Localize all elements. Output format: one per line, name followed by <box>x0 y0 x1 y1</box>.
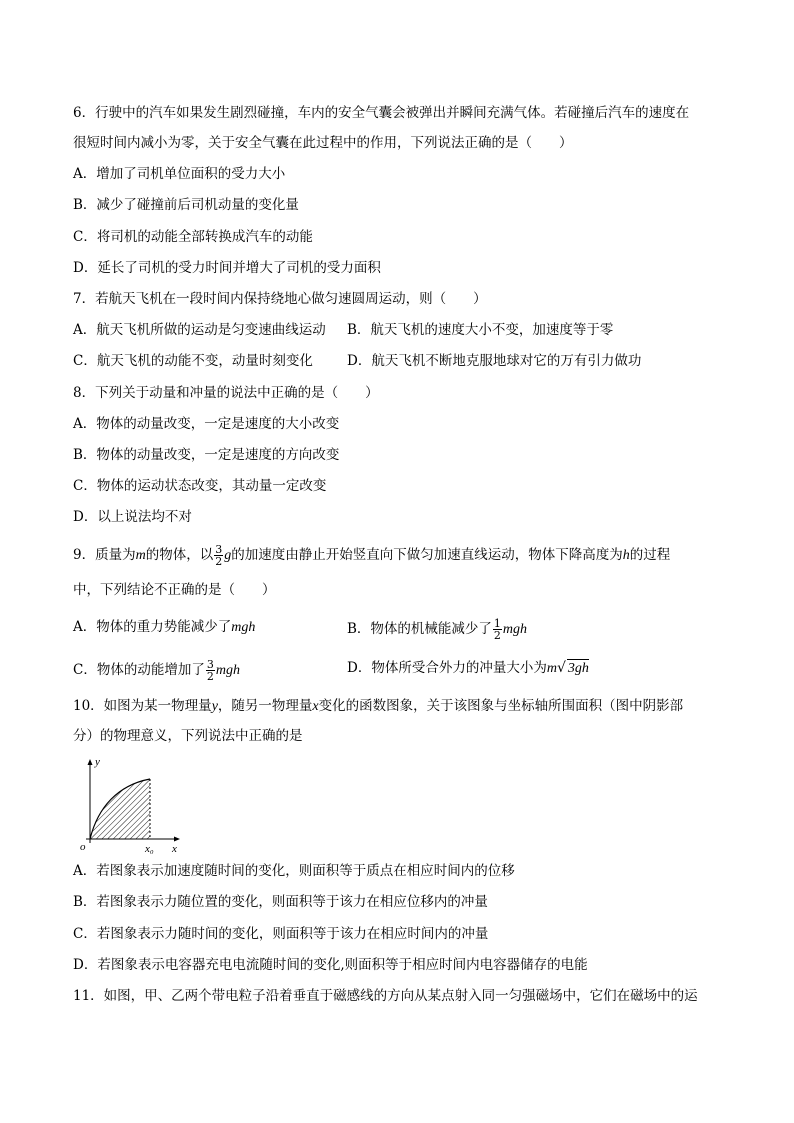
q9-option-b-den: 2 <box>493 629 501 642</box>
q10-graph-x-label: x <box>172 843 177 855</box>
q10-y-arrow-icon <box>88 759 93 765</box>
q8-option-b: B．物体的动量改变，一定是速度的方向改变 <box>73 447 340 463</box>
q10-graph-origin-label: o <box>80 841 86 853</box>
q6-stem-line2: 很短时间内减小为零，关于安全气囊在此过程中的作用，下列说法正确的是（ ） <box>73 135 573 151</box>
q10-stem-line2: 分）的物理意义，下列说法中正确的是 <box>73 728 303 744</box>
q8-option-d: D．以上说法均不对 <box>73 509 192 525</box>
q9-option-a-expr: mgh <box>231 620 256 635</box>
q9-option-b-expr: mgh <box>502 622 528 637</box>
q8-stem: 8．下列关于动量和冲量的说法中正确的是（ ） <box>73 385 379 401</box>
q10-option-d: D．若图象表示电容器充电电流随时间的变化,则面积等于相应时间内电容器储存的电能 <box>73 957 588 973</box>
q11-stem-line1: 11．如图，甲、乙两个带电粒子沿着垂直于磁感线的方向从某点射入同一匀强磁场中，它们在磁场中的运 <box>73 988 698 1004</box>
q6-stem-line1: 6．行驶中的汽车如果发生剧烈碰撞，车内的安全气囊会被弹出并瞬间充满气体。若碰撞后汽车的速度在 <box>73 105 690 121</box>
q10-var-y: y <box>211 699 218 714</box>
q8-option-a: A．物体的动量改变，一定是速度的大小改变 <box>73 416 340 432</box>
q9-option-a-text: A．物体的重力势能减少了 <box>73 619 232 635</box>
q9-var-g: g <box>224 548 232 563</box>
q10-option-a: A．若图象表示加速度随时间的变化，则面积等于质点在相应时间内的位移 <box>73 863 515 879</box>
q9-frac-den: 2 <box>215 555 223 568</box>
q9-frac-num: 3 <box>215 543 223 556</box>
q9-option-c-text: C．物体的动能增加了 <box>73 662 205 678</box>
q10-graph <box>78 755 188 855</box>
q9-stem-line1 <box>73 544 670 567</box>
q10-option-c: C．若图象表示力随时间的变化，则面积等于该力在相应时间内的冲量 <box>73 926 489 942</box>
q9-fraction <box>214 544 223 567</box>
q9-var-m: m <box>135 548 146 563</box>
q10-shaded-area <box>90 779 150 839</box>
q9-stem-line2: 中，下列结论不正确的是（ ） <box>73 582 276 598</box>
q7-stem: 7．若航天飞机在一段时间内保持绕地心做匀速圆周运动，则（ ） <box>73 291 487 307</box>
q6-option-a: A．增加了司机单位面积的受力大小 <box>73 166 286 182</box>
q7-option-a: A．航天飞机所做的运动是匀变速曲线运动 <box>73 322 326 338</box>
q9-stem-c: 的加速度由静止开始竖直向下做匀加速直线运动，物体下降高度为 <box>231 547 623 563</box>
q10-graph-y-label: y <box>95 756 100 768</box>
q9-option-c-num: 3 <box>206 658 214 671</box>
q9-stem-d: 的过程 <box>629 547 671 563</box>
q9-option-b-num: 1 <box>493 617 501 630</box>
q9-option-a <box>73 618 255 637</box>
q9-option-d-text: D．物体所受合外力的冲量大小为 <box>347 660 547 676</box>
q6-option-c: C．将司机的动能全部转换成汽车的动能 <box>73 229 313 245</box>
q6-option-d: D．延长了司机的受力时间并增大了司机的受力面积 <box>73 260 381 276</box>
sqrt-icon: √ <box>556 660 566 676</box>
q9-stem-b: 的物体，以 <box>145 547 214 563</box>
q9-option-d-m: m <box>546 661 557 676</box>
q7-option-d: D．航天飞机不断地克服地球对它的万有引力做功 <box>347 353 642 369</box>
q9-option-d-radicand: 3gh <box>567 661 589 676</box>
q7-option-b: B．航天飞机的速度大小不变，加速度等于零 <box>347 322 614 338</box>
q9-option-c <box>73 659 240 682</box>
q6-option-b: B．减少了碰撞前后司机动量的变化量 <box>73 197 299 213</box>
q9-option-b-text: B．物体的机械能减少了 <box>347 621 492 637</box>
q9-option-b <box>347 618 527 641</box>
q10-option-b: B．若图象表示力随位置的变化，则面积等于该力在相应位移内的冲量 <box>73 894 488 910</box>
q9-option-d <box>347 659 589 678</box>
q7-option-c: C．航天飞机的动能不变，动量时刻变化 <box>73 353 313 369</box>
q9-option-c-fraction <box>206 659 215 682</box>
q8-option-c: C．物体的运动状态改变，其动量一定改变 <box>73 478 327 494</box>
q9-stem-a: 9．质量为 <box>73 547 136 563</box>
q10-graph-x0-label: x₀ <box>145 843 154 855</box>
q10-stem-c: 变化的函数图象，关于该图象与坐标轴所围面积（图中阴影部 <box>318 698 684 714</box>
q10-stem-b: ，随另一物理量 <box>217 698 313 714</box>
q9-var-h: h <box>622 548 630 563</box>
q10-x-arrow-icon <box>174 837 180 842</box>
q10-stem-a: 10．如图为某一物理量 <box>73 698 212 714</box>
q10-var-x: x <box>312 699 319 714</box>
q9-option-b-fraction <box>493 618 502 641</box>
q9-option-c-den: 2 <box>206 670 214 683</box>
q10-stem-line1 <box>73 697 683 716</box>
q9-option-c-expr: mgh <box>215 663 240 678</box>
